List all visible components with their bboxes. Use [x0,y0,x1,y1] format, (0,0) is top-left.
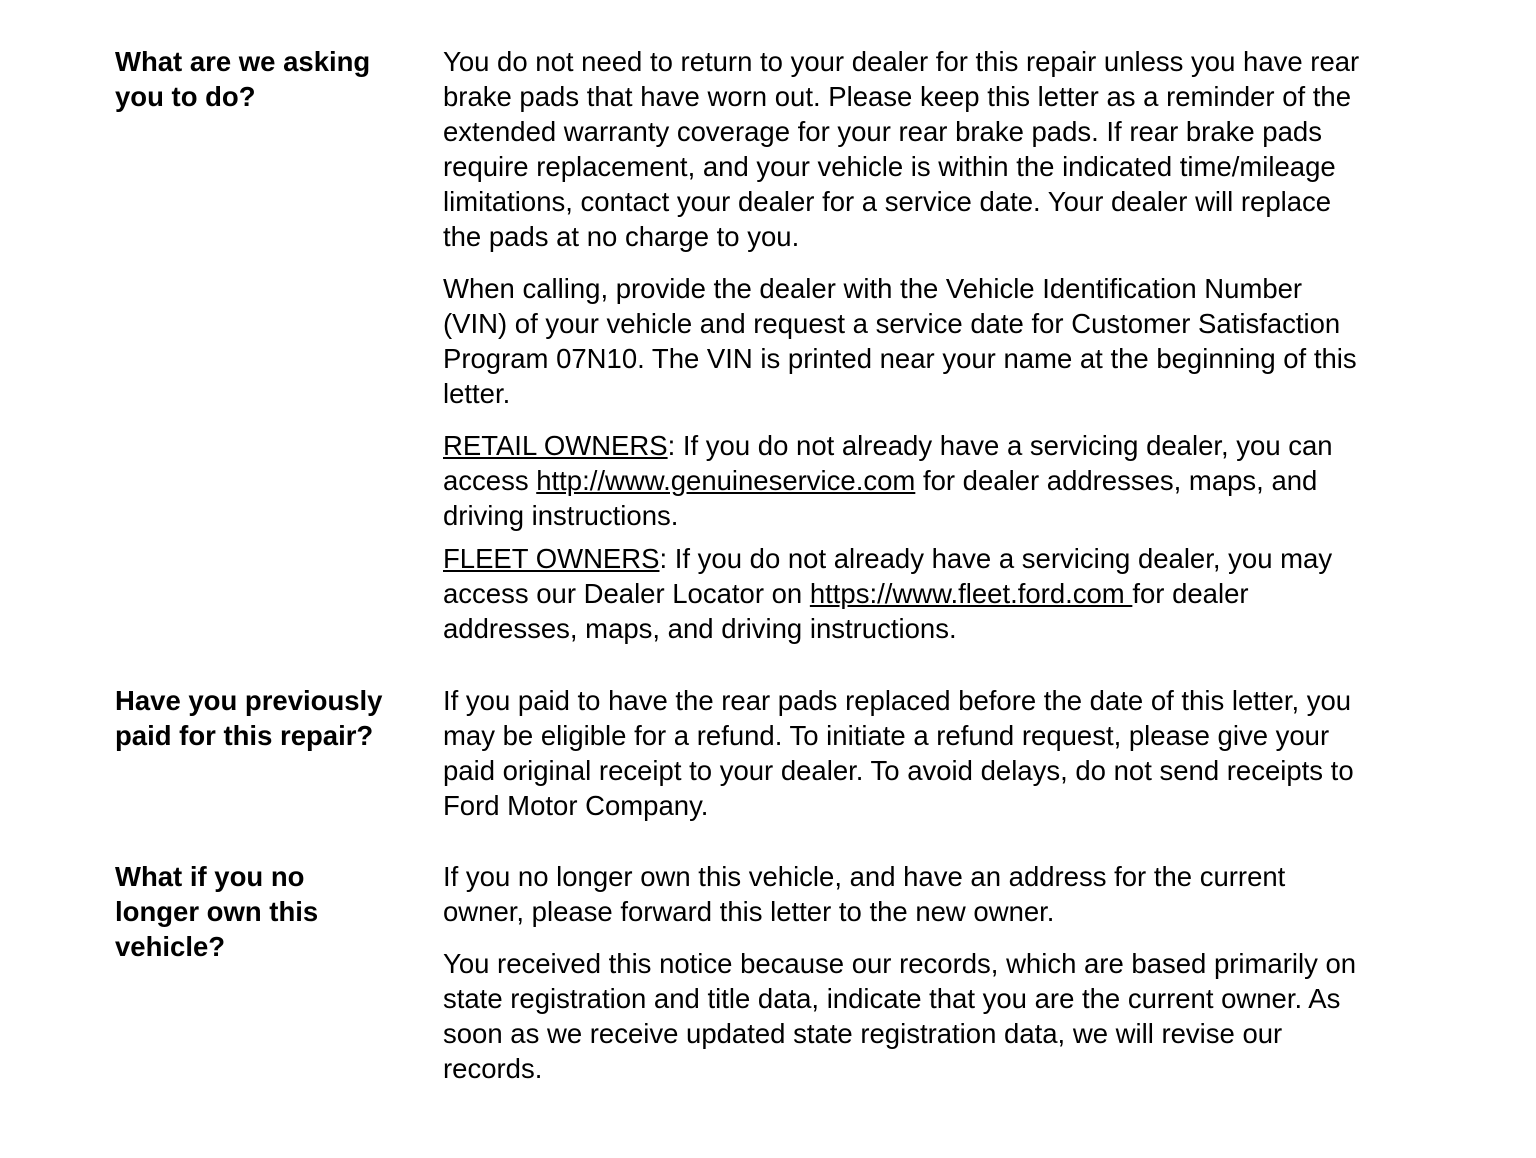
paragraph-fleet-owners [443,541,1503,646]
fleet-text-after: for dealer addresses, maps, and driving instructions. [443,578,1249,644]
section-label: Have you previously paid for this repair? [115,685,383,751]
fleet-ford-link[interactable]: https://www.fleet.ford.com [809,578,1133,609]
paragraph-forward-letter: If you no longer own this vehicle, and have an address for the current owner, please forward this letter to the new owner. [443,861,1286,927]
paragraph-repair-instructions: You do not need to return to your dealer for this repair unless you have rear brake pads that have worn out. Please keep this letter as a reminder of the extended warranty coverage for your rear brake pads. If rear brake pads require replacement, and your vehicle is within the indicated time/mileage limitations, contact your dealer for a service date. Your dealer will replace the pads at no charge to you. [443,46,1360,252]
paragraph-calling-instructions: When calling, provide the dealer with the Vehicle Identification Number (VIN) of your vehicle and request a service date for Customer Satisfaction Program 07N10. The VIN is printed near your name at the beginning of this letter. [443,273,1357,409]
retail-text-after: for dealer addresses, maps, and driving instructions. [443,465,1318,531]
paragraph-retail-owners [443,428,1503,533]
section-content [443,683,1503,823]
section-label: What if you no longer own this vehicle? [115,861,319,962]
section-content [443,859,1503,1086]
paragraph-refund: If you paid to have the rear pads replaced before the date of this letter, you may be eligible for a refund. To initiate a refund request, please give your paid original receipt to your dealer. To avoid delays, do not send receipts to Ford Motor Company. [443,685,1354,821]
fleet-owners-heading: FLEET OWNERS [443,543,660,574]
paragraph-records: You received this notice because our records, which are based primarily on state registration and title data, indicate that you are the current owner. As soon as we receive updated state registration data, we will revise our records. [443,948,1357,1084]
genuineservice-link[interactable]: http://www.genuineservice.com [536,465,916,496]
retail-owners-heading: RETAIL OWNERS [443,430,668,461]
section-content [443,44,1503,646]
section-label: What are we asking you to do? [115,46,371,112]
fleet-text-before: : If you do not already have a servicing dealer, you may access our Dealer Locator on [443,543,1333,609]
retail-text-before: : If you do not already have a servicing dealer, you can access [443,430,1333,496]
